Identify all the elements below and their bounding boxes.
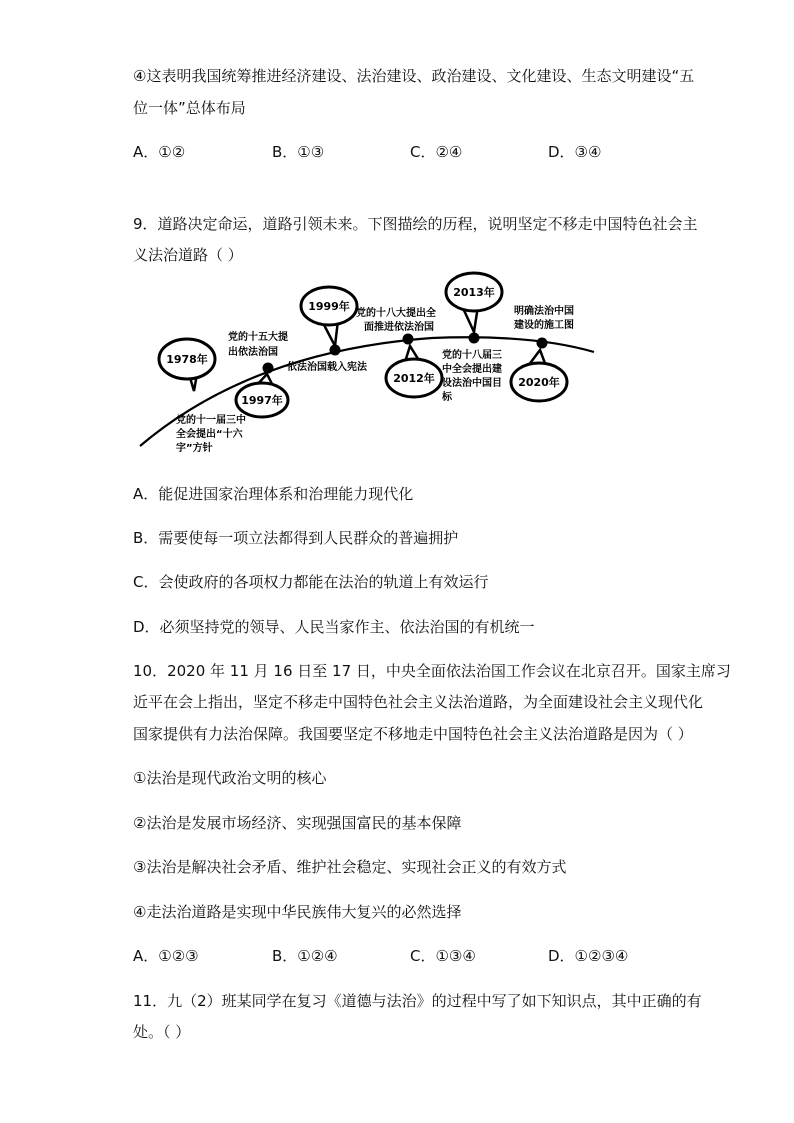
event-1978-line1: 党的十一届三中 — [176, 415, 246, 426]
year-2012: 2012年 — [393, 372, 435, 385]
event-2020-line2: 建设的施工图 — [514, 320, 574, 331]
event-1978-line2: 全会提出“十六 — [176, 429, 243, 440]
event-2013-line2: 中全会提出建 — [442, 364, 502, 375]
event-2013-line3: 设法治中国目 — [442, 378, 502, 389]
q8-option-b[interactable]: B．①③ — [272, 143, 325, 161]
event-1999: 依法治国载入宪法 — [287, 362, 367, 373]
q9-stem-line2: 义法治道路（ ） — [133, 246, 243, 264]
q10-item-1: ①法治是现代政治文明的核心 — [133, 769, 327, 787]
q11-stem-line2: 处。（ ） — [133, 1023, 191, 1041]
q10-item-2: ②法治是发展市场经济、实现强国富民的基本保障 — [133, 814, 462, 832]
q8-option-d[interactable]: D．③④ — [548, 143, 602, 161]
event-2012-line1: 党的十八大提出全 — [356, 308, 436, 319]
q9-option-d[interactable]: D．必须坚持党的领导、人民当家作主、依法治国的有机统一 — [133, 618, 535, 636]
q9-stem-line1: 9．道路决定命运，道路引领未来。下图描绘的历程，说明坚定不移走中国特色社会主 — [133, 215, 698, 233]
q9-option-a[interactable]: A．能促进国家治理体系和治理能力现代化 — [133, 485, 414, 503]
q9-option-b[interactable]: B．需要使每一项立法都得到人民群众的普遍拥护 — [133, 529, 459, 547]
bubble-1997 — [236, 374, 288, 417]
event-2012-line2: 面推进依法治国 — [364, 322, 434, 333]
timeline-dot-1997 — [263, 363, 274, 374]
year-1999: 1999年 — [308, 300, 350, 313]
q10-stem-line2: 近平在会上指出，坚定不移走中国特色社会主义法治道路，为全面建设社会主义现代化 — [133, 693, 704, 711]
year-2020: 2020年 — [518, 376, 560, 389]
q10-stem-line1: 10．2020 年 11 月 16 日至 17 日，中央全面依法治国工作会议在北京召开。国家主席习 — [133, 662, 731, 680]
q9-option-c[interactable]: C．会使政府的各项权力都能在法治的轨道上有效运行 — [133, 573, 489, 591]
event-2013-line4: 标 — [442, 392, 452, 403]
event-1997-line2: 出依法治国 — [228, 347, 278, 358]
q10-stem-line3: 国家提供有力法治保障。我国要坚定不移地走中国特色社会主义法治道路是因为（ ） — [133, 725, 693, 743]
timeline-dot-2012 — [403, 334, 414, 345]
event-1997-line1: 党的十五大提 — [228, 332, 288, 343]
bubble-1999 — [301, 287, 357, 346]
timeline-dot-2020 — [537, 338, 548, 349]
q10-option-a[interactable]: A．①②③ — [133, 947, 199, 965]
year-1997: 1997年 — [241, 394, 283, 407]
event-1978-line3: 字”方针 — [176, 443, 213, 454]
bubble-1978 — [159, 339, 215, 391]
bubble-2020 — [511, 350, 567, 401]
q8-item4-line1: ④这表明我国统筹推进经济建设、法治建设、政治建设、文化建设、生态文明建设“五 — [133, 67, 695, 85]
q8-option-c[interactable]: C．②④ — [410, 143, 463, 161]
event-2013-line1: 党的十八届三 — [442, 350, 502, 361]
q10-option-c[interactable]: C．①③④ — [410, 947, 476, 965]
q10-option-b[interactable]: B．①②④ — [272, 947, 338, 965]
q8-item4-line2: 位一体”总体布局 — [133, 99, 246, 117]
year-2013: 2013年 — [453, 286, 495, 299]
rule-of-law-timeline-diagram — [132, 266, 602, 456]
q8-option-a[interactable]: A．①② — [133, 143, 186, 161]
event-2020-line1: 明确法治中国 — [514, 306, 574, 317]
q10-item-3: ③法治是解决社会矛盾、维护社会稳定、实现社会正义的有效方式 — [133, 858, 567, 876]
q10-item-4: ④走法治道路是实现中华民族伟大复兴的必然选择 — [133, 903, 462, 921]
bubble-2013 — [446, 273, 502, 332]
q11-stem-line1: 11．九（2）班某同学在复习《道德与法治》的过程中写了如下知识点，其中正确的有 — [133, 992, 702, 1010]
q10-option-d[interactable]: D．①②③④ — [548, 947, 629, 965]
bubble-2012 — [386, 346, 442, 397]
year-1978: 1978年 — [166, 353, 208, 366]
